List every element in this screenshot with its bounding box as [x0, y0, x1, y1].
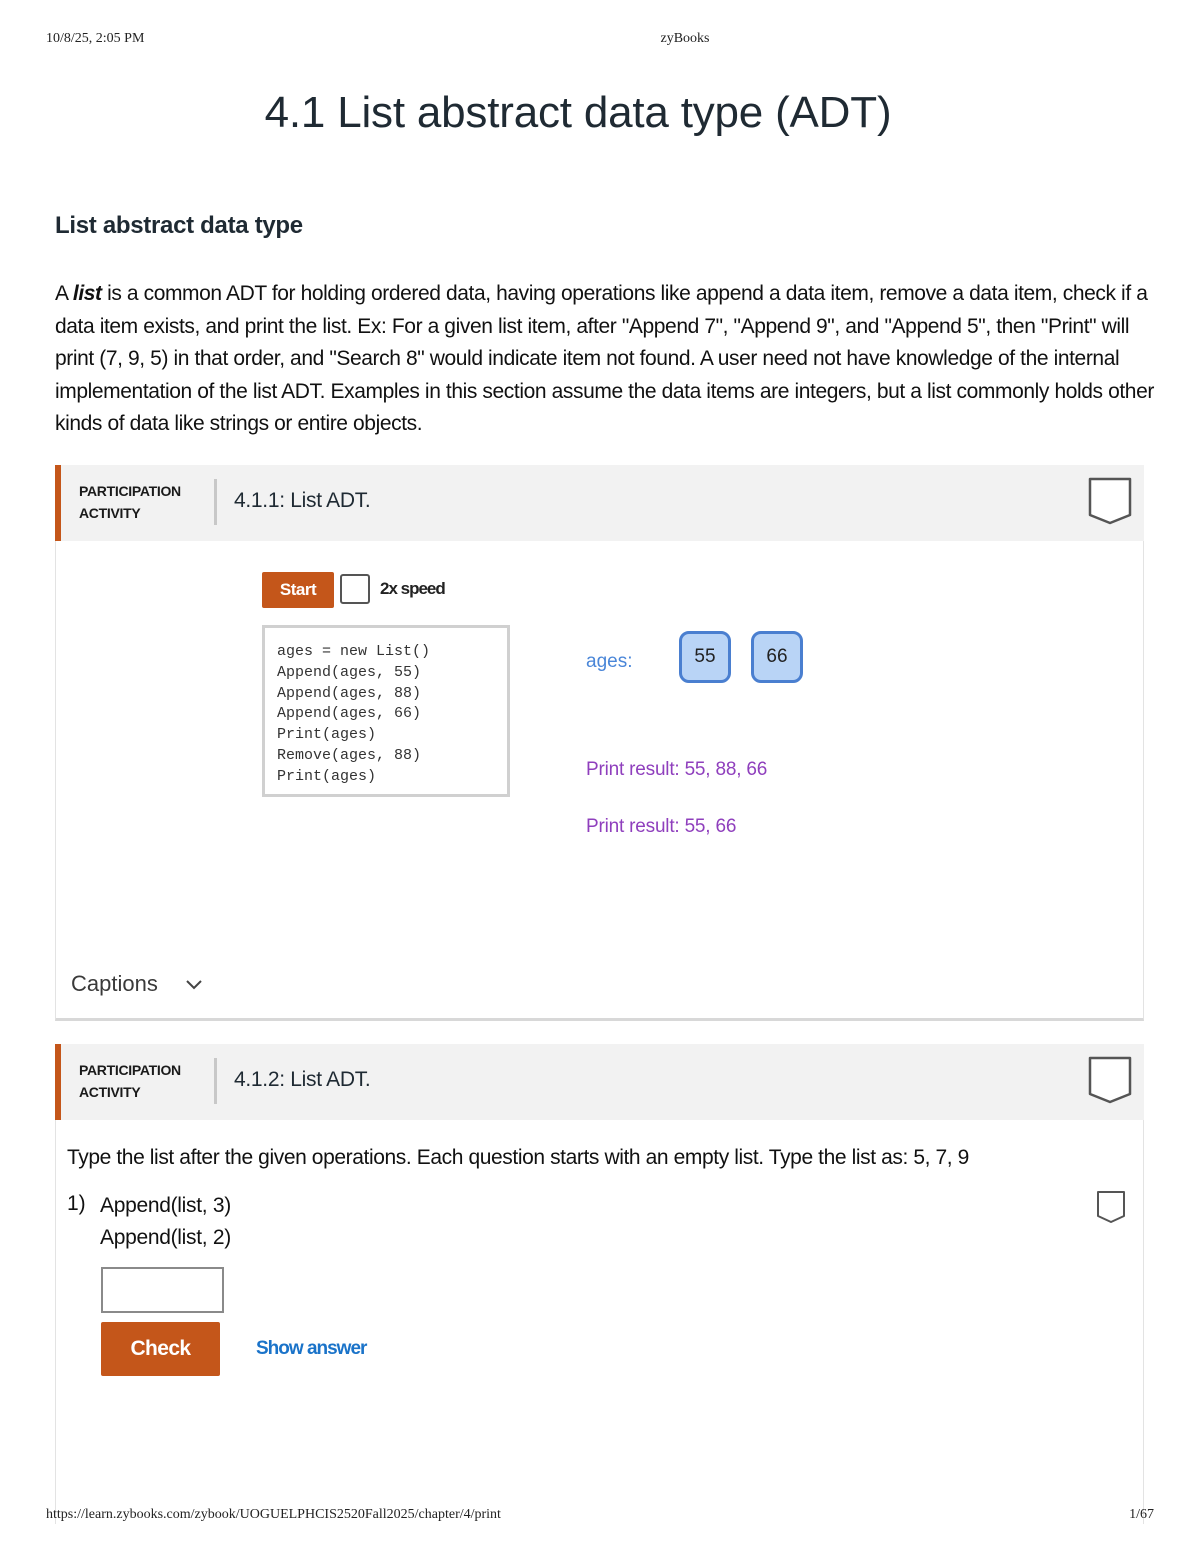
- list-node: 55: [679, 631, 731, 683]
- header-divider: [214, 479, 217, 525]
- print-result: Print result: 55, 88, 66: [586, 759, 768, 780]
- activity-title: 4.1.2: List ADT.: [234, 1068, 371, 1091]
- page-number: 1/67: [1129, 1507, 1154, 1522]
- activity-type-line1: PARTICIPATION: [79, 1062, 181, 1078]
- question-number: 1): [67, 1192, 86, 1215]
- speed-label: 2x speed: [380, 579, 445, 598]
- code-line: Print(ages): [277, 726, 377, 744]
- section-heading: List abstract data type: [55, 212, 303, 239]
- activity-title: 4.1.1: List ADT.: [234, 489, 371, 512]
- chevron-down-icon[interactable]: [184, 978, 204, 992]
- code-line: Append(ages, 55): [277, 663, 422, 681]
- code-line: Print(ages): [277, 767, 377, 785]
- activity-type-line2: ACTIVITY: [79, 505, 141, 521]
- show-answer-link[interactable]: Show answer: [256, 1338, 367, 1359]
- animation-area: [55, 541, 1144, 1021]
- code-line: ages = new List(): [277, 643, 431, 660]
- code-line: Append(ages, 88): [277, 684, 422, 702]
- intro-rest: is a common ADT for holding ordered data, having operations like append a data item, remove a data item, check if a data item exists, and print the list. Ex: For a given list item, after "Append 7", "Append 9", and "Append 5", then "Print" will print (7, 9, 5) in that order, and "Search 8" would indicate item not found. A user need not have knowledge of the internal implementation of the list ADT. Examples in this section assume the data items are integers, but a list commonly holds other kinds of data like strings or entire objects.: [55, 282, 1154, 435]
- code-panel: [262, 625, 510, 797]
- activity-type-line2: ACTIVITY: [79, 1084, 141, 1100]
- bookmark-icon[interactable]: [1088, 1056, 1132, 1104]
- check-button[interactable]: Check: [101, 1322, 220, 1376]
- participation-activity-2: [55, 1044, 1144, 1524]
- print-url: https://learn.zybooks.com/zybook/UOGUELPHCIS2520Fall2025/chapter/4/print: [46, 1507, 501, 1522]
- activity-header: [55, 465, 1144, 541]
- activity-type-line1: PARTICIPATION: [79, 483, 181, 499]
- bookmark-icon[interactable]: [1088, 477, 1132, 525]
- captions-toggle[interactable]: Captions: [71, 971, 158, 996]
- participation-activity-1: [55, 465, 1144, 1021]
- question-bookmark-icon[interactable]: [1096, 1190, 1126, 1224]
- page-title: 4.1 List abstract data type (ADT): [264, 88, 892, 137]
- print-site-name: zyBooks: [660, 31, 710, 46]
- answer-input[interactable]: [101, 1267, 224, 1313]
- intro-term: list: [72, 282, 102, 305]
- activity-instructions: Type the list after the given operations. Each question starts with an empty list. Type the list as: 5, 7, 9: [67, 1146, 969, 1169]
- list-node: 66: [751, 631, 803, 683]
- code-line: Remove(ages, 88): [277, 746, 422, 764]
- question-area: [55, 1120, 1144, 1524]
- start-button[interactable]: Start: [262, 572, 334, 608]
- intro-prefix: A: [55, 282, 73, 305]
- print-result: Print result: 55, 66: [586, 816, 737, 837]
- code-line: Append(ages, 66): [277, 705, 422, 723]
- speed-checkbox[interactable]: [340, 574, 370, 604]
- header-divider: [214, 1058, 217, 1104]
- activity-type-label: [79, 1059, 181, 1103]
- print-datetime: 10/8/25, 2:05 PM: [46, 31, 145, 46]
- list-variable-label: ages:: [586, 651, 633, 672]
- intro-paragraph: [55, 278, 1155, 441]
- question-line: Append(list, 3): [100, 1194, 231, 1217]
- activity-header: [55, 1044, 1144, 1120]
- question-line: Append(list, 2): [100, 1226, 231, 1249]
- activity-type-label: [79, 480, 181, 524]
